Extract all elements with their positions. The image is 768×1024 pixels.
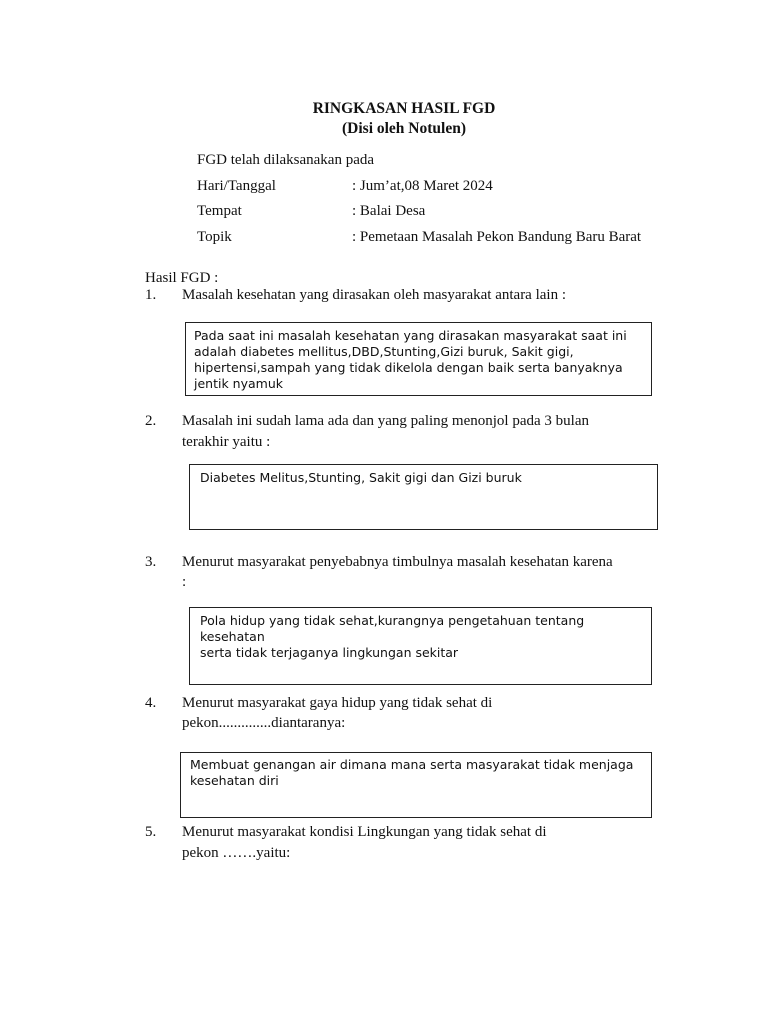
- item-question: pekon …….yaitu:: [182, 845, 291, 861]
- answer-line: Pada saat ini masalah kesehatan yang dirasakan masyarakat saat ini: [194, 328, 627, 343]
- answer-line: serta tidak terjaganya lingkungan sekitar: [200, 645, 459, 660]
- answer-line: Membuat genangan air dimana mana serta masyarakat tidak menjaga: [190, 757, 634, 772]
- answer-line: Pola hidup yang tidak sehat,kurangnya pengetahuan tentang kesehatan: [200, 613, 585, 644]
- item-number: 1.: [145, 287, 157, 303]
- answer-line: kesehatan diri: [190, 773, 279, 788]
- item-question: Masalah kesehatan yang dirasakan oleh masyarakat antara lain :: [182, 287, 567, 303]
- meta-label-date: Hari/Tanggal: [197, 178, 276, 194]
- meta-value-topic: : Pemetaan Masalah Pekon Bandung Baru Barat: [352, 229, 642, 245]
- answer-line: Diabetes Melitus,Stunting, Sakit gigi dan Gizi buruk: [200, 470, 522, 485]
- item-question: pekon..............diantaranya:: [182, 715, 346, 731]
- item-question: terakhir yaitu :: [182, 434, 271, 450]
- item-question: Menurut masyarakat penyebabnya timbulnya masalah kesehatan karena: [182, 554, 613, 570]
- item-question: Masalah ini sudah lama ada dan yang paling menonjol pada 3 bulan: [182, 413, 589, 429]
- answer-line: jentik nyamuk: [194, 376, 283, 391]
- answer-box: [189, 607, 652, 685]
- fgd-intro: FGD telah dilaksanakan pada: [197, 152, 375, 168]
- item-question: Menurut masyarakat kondisi Lingkungan yang tidak sehat di: [182, 824, 547, 840]
- meta-value-place: : Balai Desa: [352, 203, 426, 219]
- meta-value-date: : Jum’at,08 Maret 2024: [352, 178, 493, 194]
- item-number: 5.: [145, 824, 157, 840]
- document-title: RINGKASAN HASIL FGD: [312, 100, 496, 117]
- meta-label-topic: Topik: [197, 229, 232, 245]
- answer-line: hipertensi,sampah yang tidak dikelola dengan baik serta banyaknya: [194, 360, 623, 375]
- item-number: 2.: [145, 413, 157, 429]
- item-number: 4.: [145, 695, 157, 711]
- item-number: 3.: [145, 554, 157, 570]
- item-question: :: [182, 574, 187, 590]
- meta-label-place: Tempat: [197, 203, 242, 219]
- answer-line: adalah diabetes mellitus,DBD,Stunting,Gizi buruk, Sakit gigi,: [194, 344, 574, 359]
- results-heading: Hasil FGD :: [145, 270, 219, 286]
- answer-box: [189, 464, 658, 530]
- answer-box: [180, 752, 652, 818]
- item-question: Menurut masyarakat gaya hidup yang tidak sehat di: [182, 695, 493, 711]
- document-subtitle: (Disi oleh Notulen): [342, 120, 466, 137]
- answer-box: [185, 322, 652, 396]
